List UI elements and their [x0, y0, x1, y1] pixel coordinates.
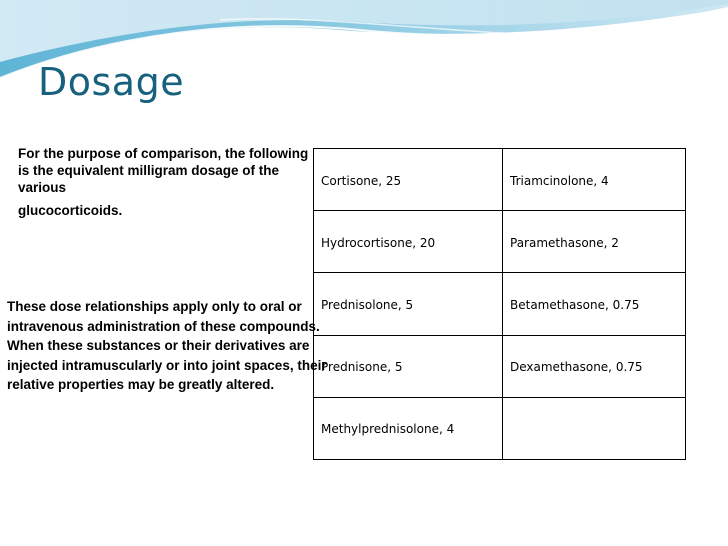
table-row — [314, 273, 686, 335]
table-cell: Methylprednisolone, 4 — [314, 397, 503, 459]
table-cell — [503, 397, 686, 459]
table-cell: Betamethasone, 0.75 — [503, 273, 686, 335]
table-row — [314, 335, 686, 397]
table-cell: Dexamethasone, 0.75 — [503, 335, 686, 397]
intro-text: For the purpose of comparison, the following is the equivalent milligram dosage of the various — [18, 146, 309, 195]
intro-tail-text: glucocorticoids. — [18, 203, 123, 218]
table-cell: Prednisone, 5 — [314, 335, 503, 397]
table-row — [314, 211, 686, 273]
table-cell: Paramethasone, 2 — [503, 211, 686, 273]
intro-paragraph — [18, 145, 313, 219]
table-cell: Hydrocortisone, 20 — [314, 211, 503, 273]
slide-title: Dosage — [38, 60, 185, 104]
dose-note-paragraph: These dose relationships apply only to oral or intravenous administration of these compounds. When these substances or their derivatives are injected intramuscularly or into joint spaces, their relative properties may be greatly altered. — [7, 299, 327, 392]
table-row — [314, 149, 686, 211]
table-row — [314, 397, 686, 459]
dosage-table — [313, 148, 686, 460]
table-cell: Triamcinolone, 4 — [503, 149, 686, 211]
table-cell: Prednisolone, 5 — [314, 273, 503, 335]
table-cell: Cortisone, 25 — [314, 149, 503, 211]
